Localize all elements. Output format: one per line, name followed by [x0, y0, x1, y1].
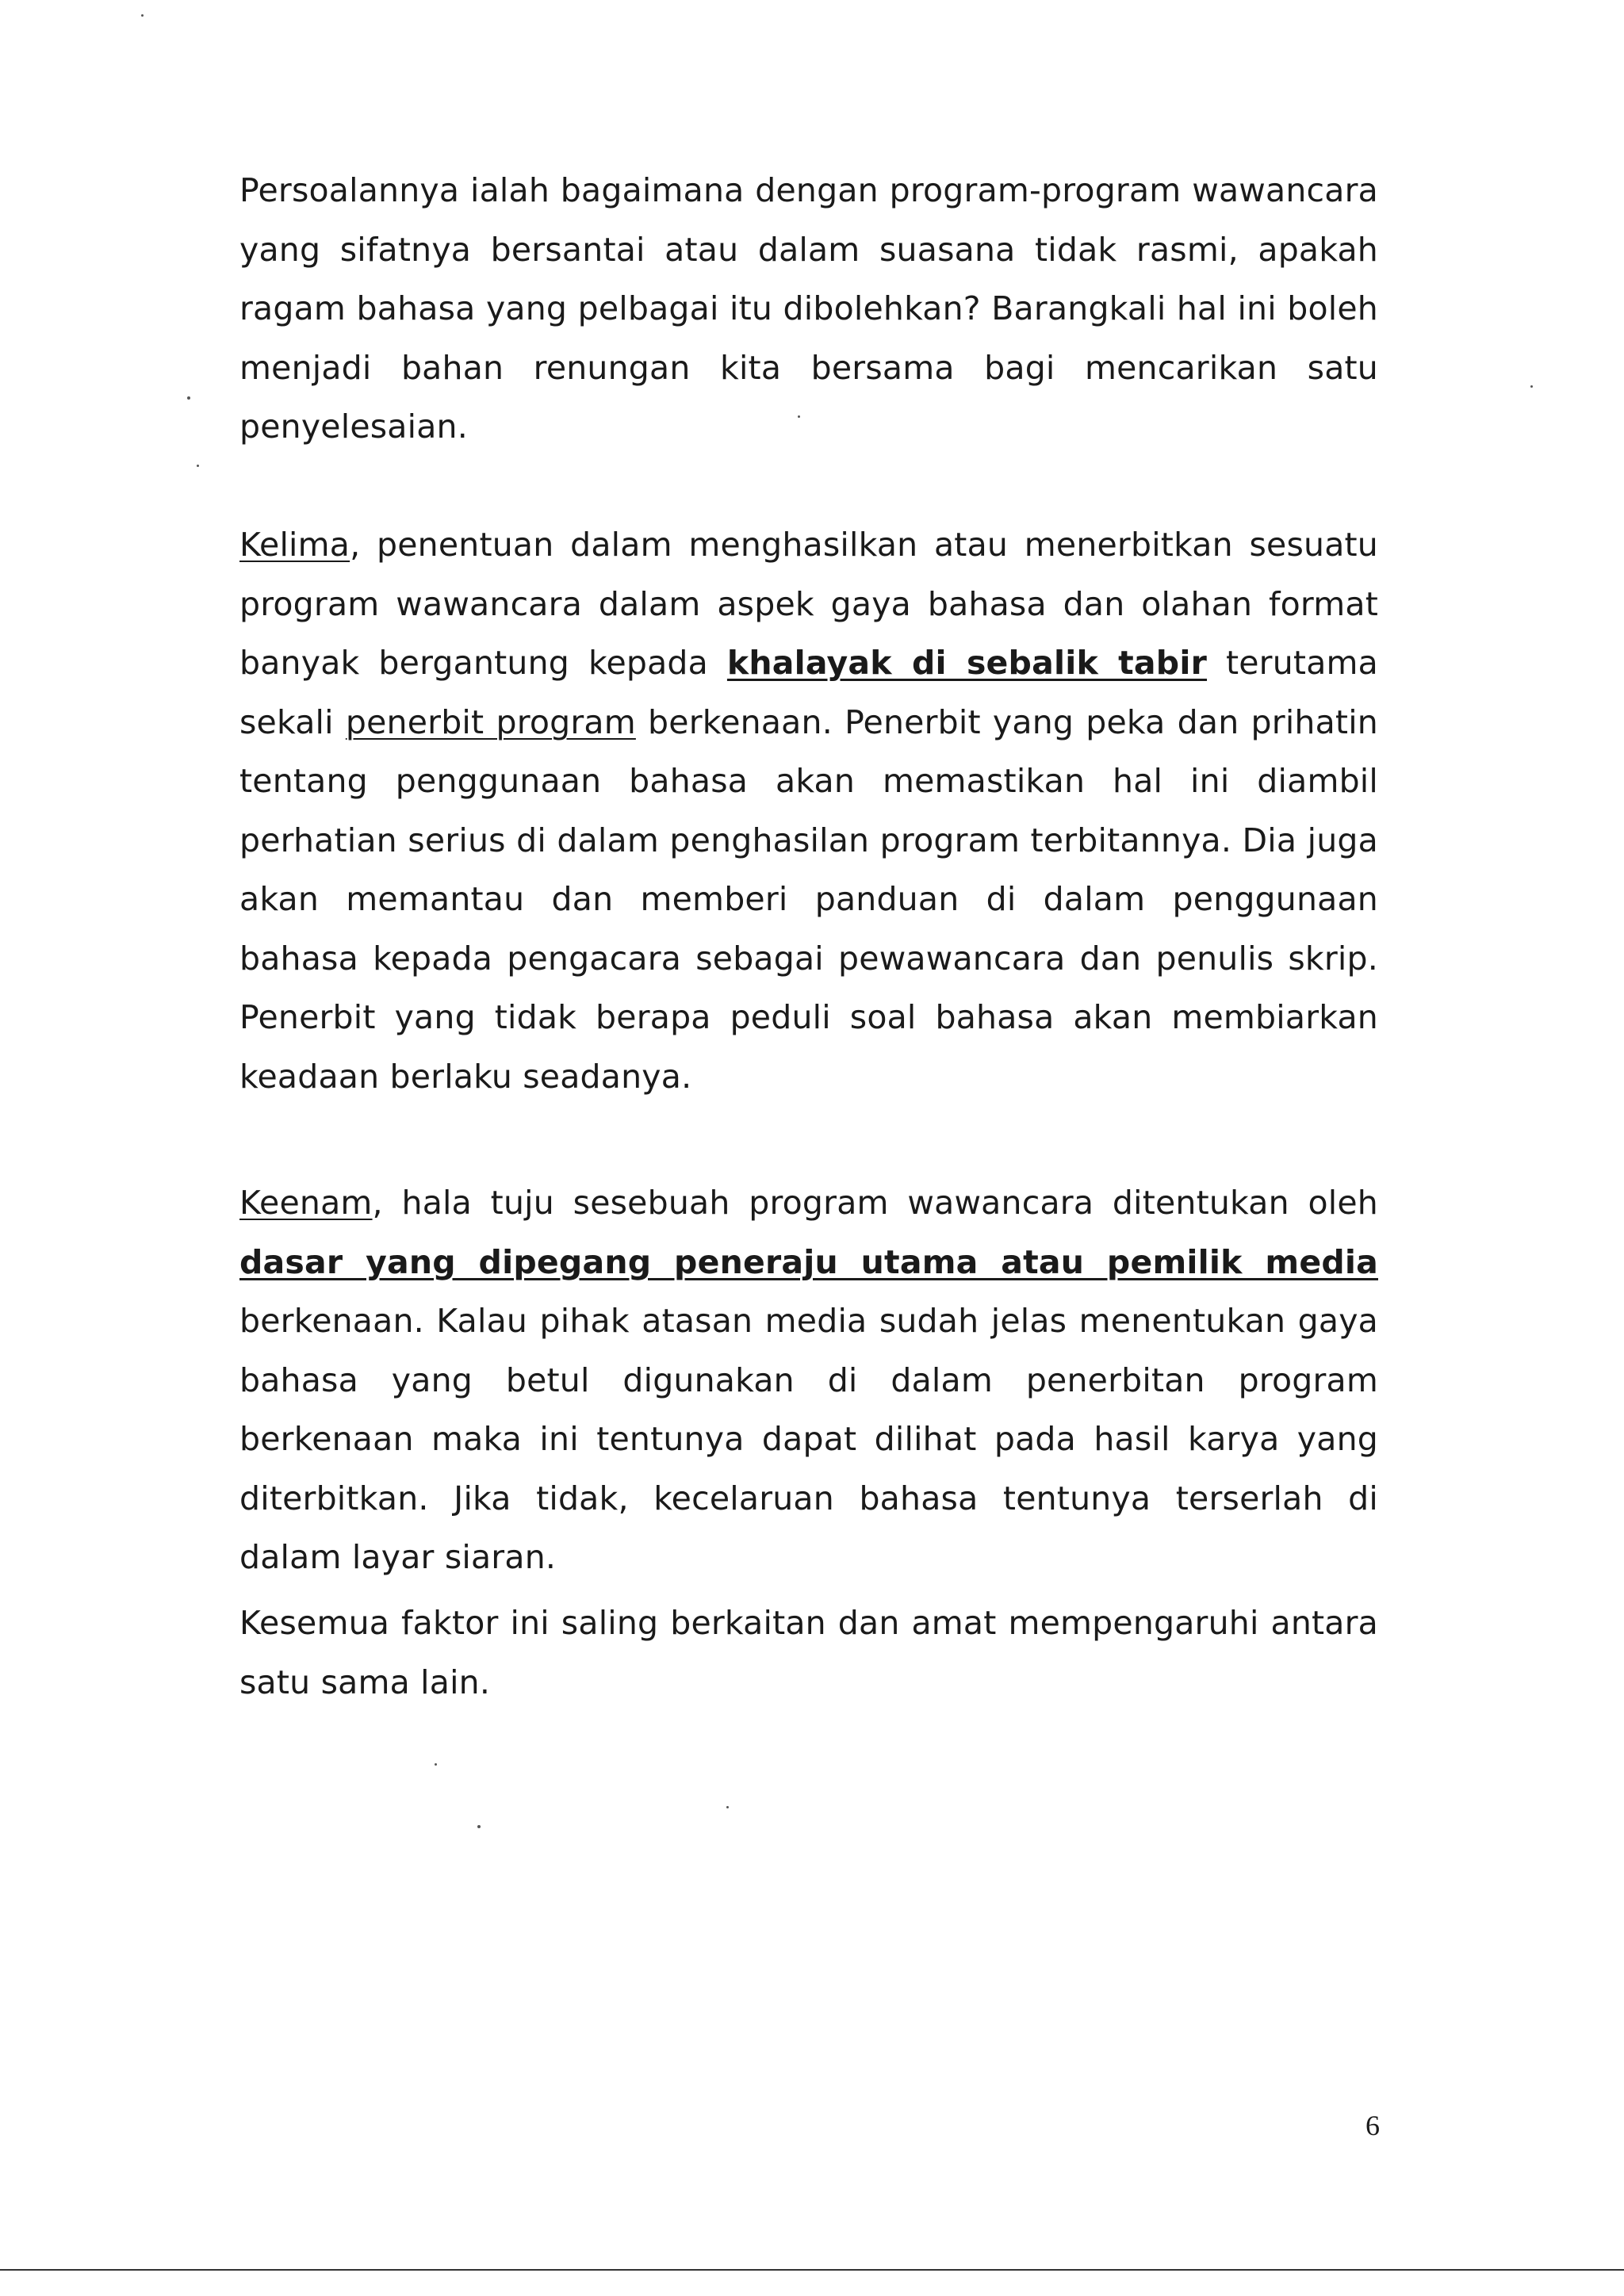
paragraph-persoalan: Persoalannya ialah bagaimana dengan program-program wawancara yang sifatnya bersantai atau dalam suasana tidak rasmi, apakah ragam bahasa yang pelbagai itu dibolehkan? Barangkali hal ini boleh menjadi bahan renungan kita bersama bagi mencarikan satu penyelesaian. [239, 171, 1378, 446]
scan-speck [477, 1825, 481, 1828]
page-number: 6 [1365, 2110, 1380, 2141]
emphasis-dasar: dasar yang dipegang peneraju utama atau pemilik media [239, 1242, 1378, 1281]
paragraph-text: berkenaan. Kalau pihak atasan media sudah jelas menentukan gaya bahasa yang betul digunakan di dalam penerbitan program berkenaan maka ini tentunya dapat dilihat pada hasil karya yang diterbitkan. Jika tidak, kecelaruan bahasa tentunya terserlah di dalam layar siaran. [239, 1302, 1378, 1576]
paragraph-text: berkenaan. Penerbit yang peka dan prihatin tentang penggunaan bahasa akan memastikan hal ini diambil perhatian serius di dalam penghasilan program terbitannya. Dia juga akan memantau dan memberi panduan di dalam penggunaan bahasa kepada pengacara sebagai pewawancara dan penulis skrip. Penerbit yang tidak berapa peduli soal bahasa akan membiarkan keadaan berlaku seadanya. [239, 702, 1378, 1096]
paragraph-lead-keenam: Keenam [239, 1184, 373, 1222]
scan-speck [187, 396, 190, 400]
paragraph-lead-kelima: Kelima [239, 526, 350, 564]
paragraph-keenam [239, 1173, 1378, 1587]
paragraph-kesemua: Kesemua faktor ini saling berkaitan dan amat mempengaruhi antara satu sama lain. [239, 1604, 1378, 1701]
paragraph-kelima [239, 515, 1378, 1106]
scan-speck [141, 14, 144, 17]
scan-speck [1530, 385, 1533, 388]
scan-speck [197, 465, 199, 467]
paragraph-text: terutama sekali [239, 644, 1378, 741]
scan-speck [726, 1806, 729, 1808]
scan-speck [798, 415, 800, 418]
emphasis-khalayak: khalayak di sebalik tabir [726, 644, 1208, 682]
bottom-rule [0, 2269, 1624, 2271]
paragraph-text: , hala tuju sesebuah program wawancara ditentukan oleh [372, 1184, 1378, 1222]
scan-speck [435, 1763, 437, 1766]
paragraph-text: , penentuan dalam menghasilkan atau menerbitkan sesuatu program wawancara dalam aspek gaya bahasa dan olahan format banyak bergantung kepada [239, 526, 1378, 682]
underlined-penerbit-program: penerbit program [345, 702, 636, 741]
